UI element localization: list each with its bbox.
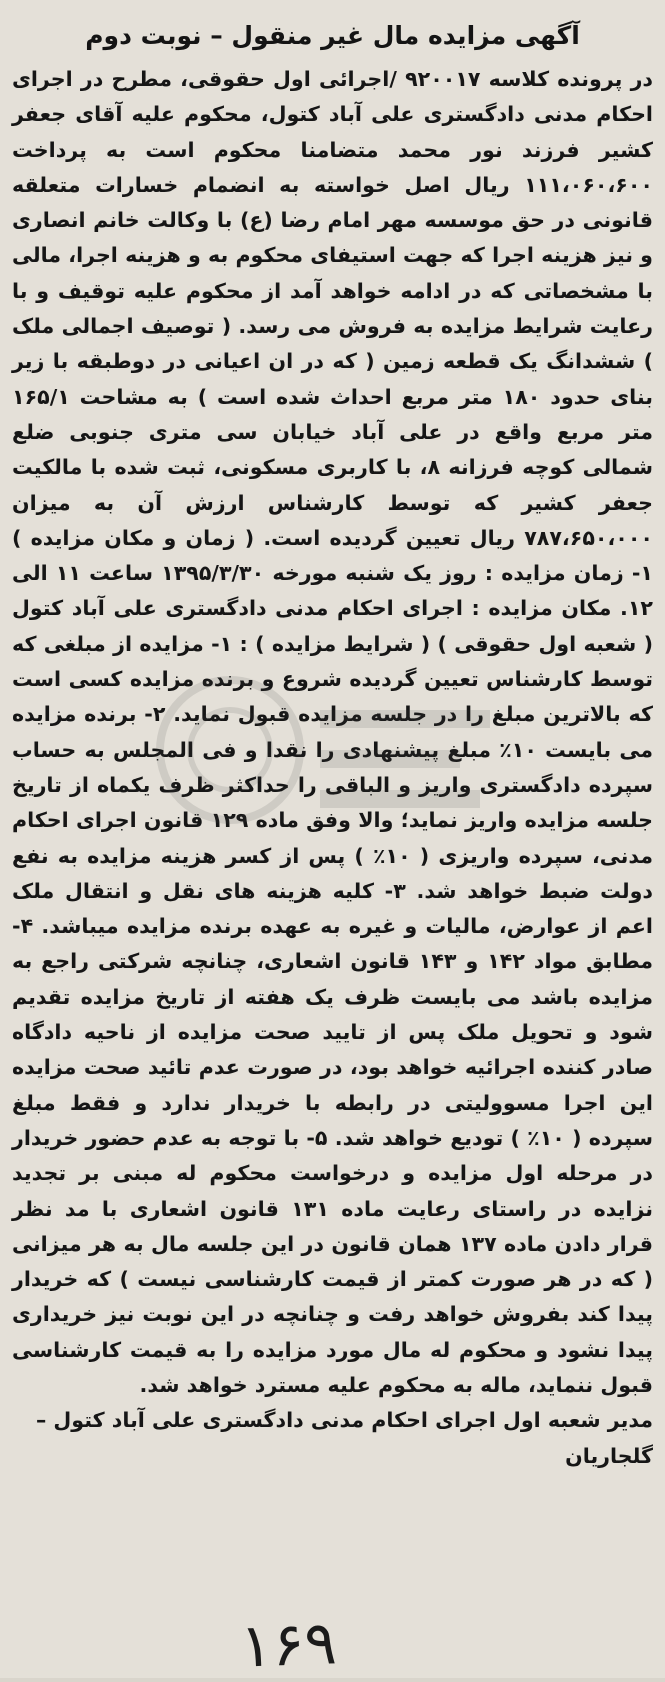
handwritten-number: ۱۶۹ [238,1608,338,1682]
notice-body: در پرونده کلاسه ۹۲۰۰۱۷ /اجرائی اول حقوقی، مطرح در اجرای احکام مدنی دادگستری علی آباد کتول، محکوم علیه آقای جعفر کشیر فرزند نور محمد متضامنا محکوم است به پرداخت ۱۱۱،۰۶۰،۶۰۰ ریال اصل خواسته به انضمام خسارات متعلقه قانونی در حق موسسه مهر امام رضا (ع) با وکالت خانم انصاری و نیز هزینه اجرا که جهت استیفای محکوم به و هزینه اجرا، مالی با مشخصاتی که در ادامه خواهد آمد از محکوم علیه توقیف و با رعایت شرایط مزایده به فروش می رسد. ( توصیف اجمالی ملک ) ششدانگ یک قطعه زمین ( که در ان اعیانی در دوطبقه با زیر بنای حدود ۱۸۰ متر مربع احداث شده است ) به مشاحت ۱۶۵/۱ متر مربع واقع در علی آباد خیابان سی متری جنوبی ضلع شمالی کوچه فرزانه ۸، با کاربری مسکونی، ثبت شده با مالکیت جعفر کشیر که توسط کارشناس ارزش آن به میزان ۷۸۷،۶۵۰،۰۰۰ ریال تعیین گردیده است. ( زمان و مکان مزایده ) ۱- زمان مزایده : روز یک شنبه مورخه ۱۳۹۵/۳/۳۰ ساعت ۱۱ الی ۱۲. مکان مزایده : اجرای احکام مدنی دادگستری علی آباد کتول ( شعبه اول حقوقی ) ( شرایط مزایده ) : ۱- مزایده از مبلغی که توسط کارشناس تعیین گردیده شروع و برنده مزایده کسی است که بالاترین مبلغ را در جلسه مزایده قبول نماید. ۲- برنده مزایده می بایست ۱۰٪ مبلغ پیشنهادی را نقدا و فی المجلس به حساب سپرده دادگستری واریز و الباقی را حداکثر ظرف یکماه از تاریخ جلسه مزایده واریز نماید؛ والا وفق ماده ۱۲۹ قانون اجرای احکام مدنی، سپرده واریزی ( ۱۰٪ ) پس از کسر هزینه مزایده به نفع دولت ضبط خواهد شد. ۳- کلیه هزینه های نقل و انتقال ملک اعم از عوارض، مالیات و غیره به عهده برنده مزایده میباشد. ۴- مطابق مواد ۱۴۲ و ۱۴۳ قانون اشعاری، چنانچه شرکتی راجع به مزایده باشد می بایست ظرف یک هفته از تاریخ مزایده تقدیم شود و تحویل ملک پس از تایید صحت مزایده از ناحیه دادگاه صادر کننده اجرائیه خواهد بود، در صورت عدم تائید صحت مزایده این اجرا مسوولیتی در رابطه با خریدار ندارد و فقط مبلغ سپرده ( ۱۰٪ ) تودیع خواهد شد. ۵- با توجه به عدم حضور خریدار در مرحله اول مزایده و درخواست محکوم له مبنی بر تجدید نزایده در راستای رعایت ماده ۱۳۱ قانون اشعاری با مد نظر قرار دادن ماده ۱۳۷ همان قانون در این جلسه مال به هر میزانی ( که در هر صورت کمتر از قیمت کارشناسی نیست ) که خریدار پیدا کند بفروش خواهد رفت و چنانچه در این نوبت نیز خریداری پیدا نشود و محکوم له مال مورد مزایده را به قیمت کارشناسی قبول ننماید، ماله به محکوم علیه مسترد خواهد شد. [12,67,654,1397]
notice-signature: مدیر شعبه اول اجرای احکام مدنی دادگستری علی آباد کتول – گلجاریان [35,1408,653,1468]
notice-title: آگهی مزایده مال غیر منقول – نوبت دوم [85,21,580,50]
